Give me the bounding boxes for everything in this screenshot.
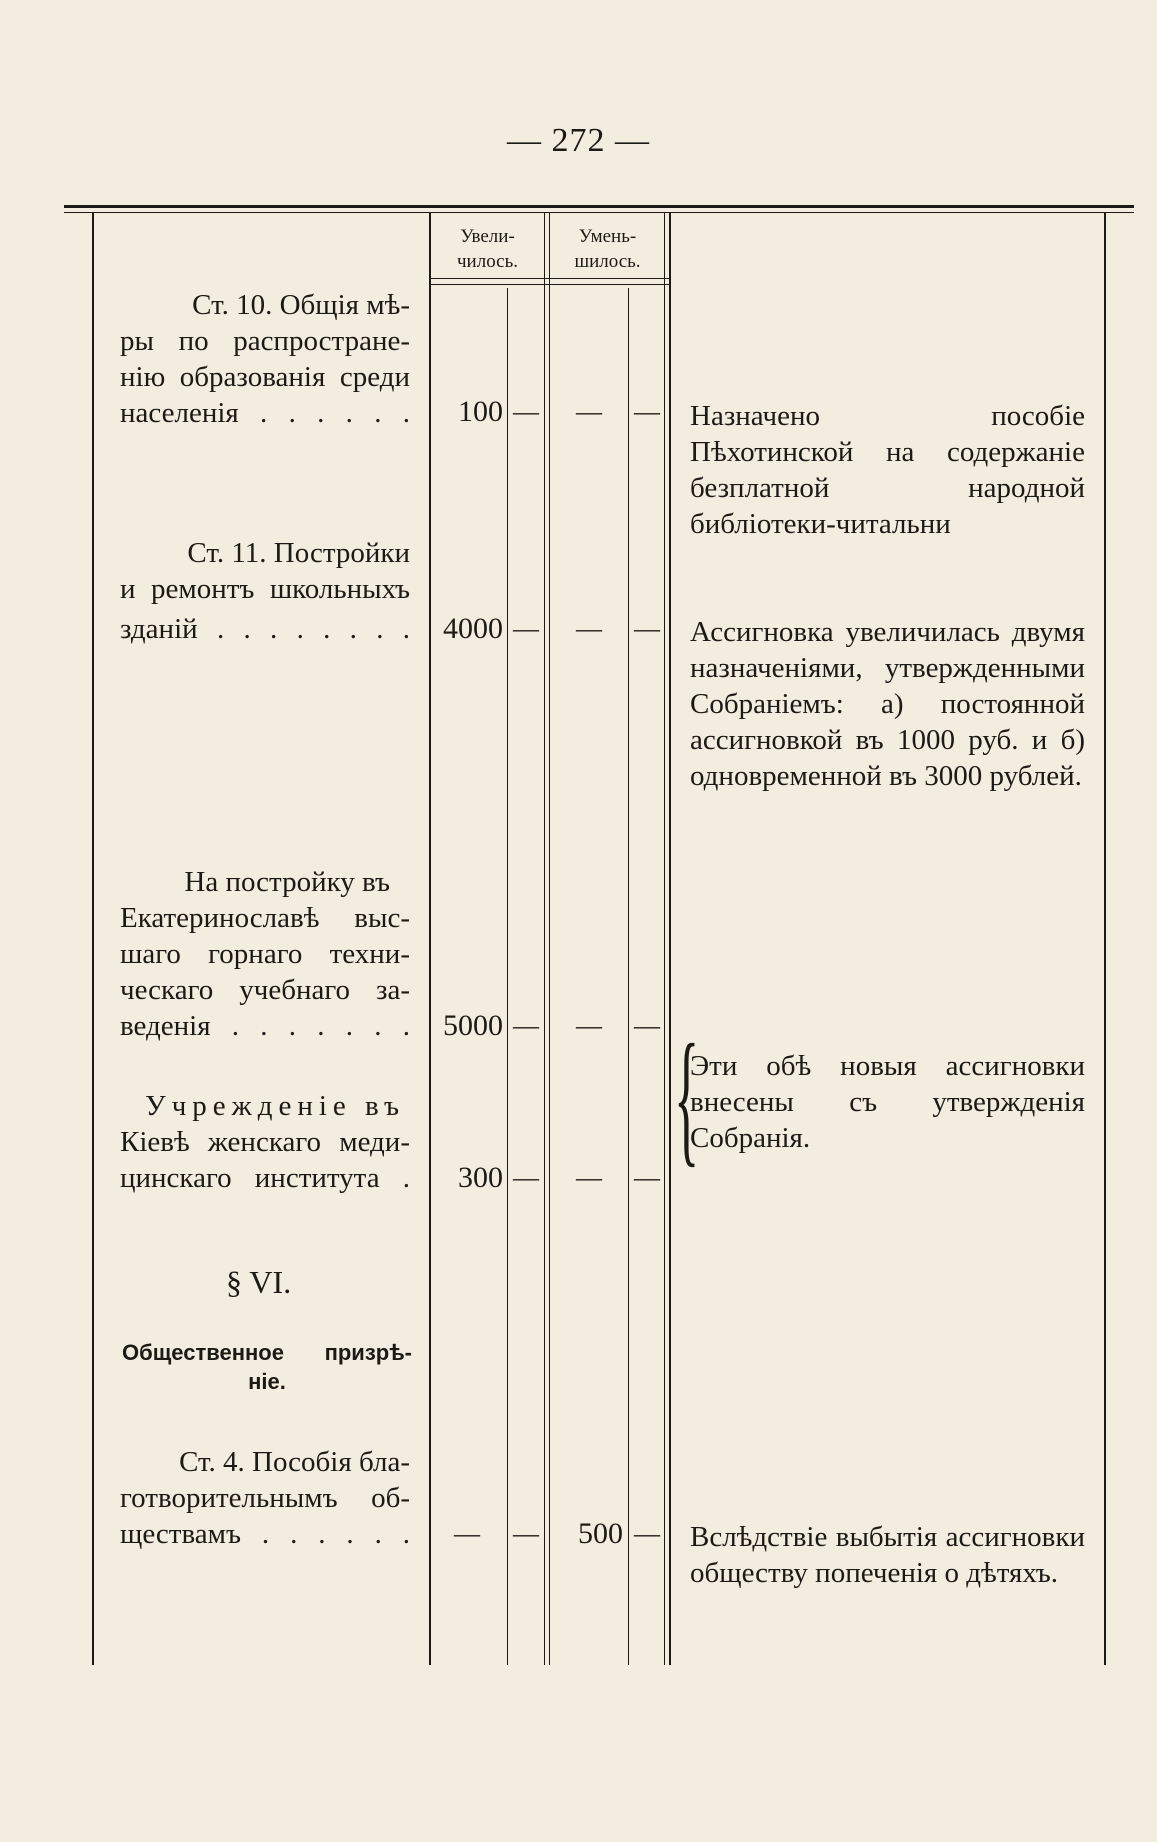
art11-line3: зданій . . . . . . . . [120,613,410,645]
table-left-border [92,213,94,1665]
header-underline-2 [429,284,671,285]
art11-line2: и ремонтъ школьныхъ [120,573,410,605]
art11-decrease-kopeck-dash: — [634,614,660,643]
art10-line4: населенія . . . . . . [120,397,410,429]
increase-col-left [429,213,431,1665]
art10-decrease-dash: — [576,397,602,426]
art10-line1: Ст. 10. Общія мѣ- [192,289,410,321]
art10-line3: нію образованія среди [120,361,410,393]
art4-increase-dash: — [454,1519,480,1548]
kiev-line1: Учрежденіе въ [145,1090,405,1122]
header-underline-1 [429,278,671,279]
column-header-decrease: Умень- шилось. [574,226,641,272]
kiev-increase-value: 300 [458,1161,503,1194]
ekat-increase-value: 5000 [443,1009,503,1042]
kiev-line3: цинскаго института . [120,1162,410,1194]
art10-note: Назначено пособіе Пѣхотинской на содержаніе безплатной народной библіотеки-читальни [690,400,1085,540]
art4-decrease-kopeck-dash: — [634,1519,660,1548]
top-rule-thick [64,205,1134,208]
art10-decrease-kopeck-dash: — [634,397,660,426]
decrease-col-right-1 [664,213,665,1665]
ekat-line4: ческаго учебнаго за- [120,974,410,1006]
ekat-line3: шаго горнаго техни- [120,938,410,970]
art11-line1: Ст. 11. Постройки [187,537,410,569]
increase-col-right-1 [544,213,545,1665]
section-title-line2: ніе. [248,1369,286,1394]
joint-note: Эти обѣ новыя ассигновки внесены съ утвержденія Собранія. [690,1050,1085,1154]
kiev-decrease-kopeck-dash: — [634,1163,660,1192]
ekat-line1: На постройку въ [184,866,390,898]
art4-line1: Ст. 4. Пособія бла- [179,1446,410,1478]
art4-decrease-value: 500 [578,1517,623,1550]
kiev-line2: Кіевѣ женскаго меди- [120,1126,410,1158]
decrease-col-right-2 [669,213,671,1665]
increase-col-right-2 [549,213,550,1665]
art4-note: Вслѣдствіе выбытія ассигновки обществу попеченія о дѣтяхъ. [690,1521,1085,1589]
art10-increase-value: 100 [458,395,503,428]
section-number: § VI. [226,1264,292,1300]
column-header-increase: Увели- чилось. [456,226,519,272]
ekat-increase-kopeck-dash: — [513,1011,539,1040]
decrease-col-kopeck [628,288,629,1665]
increase-col-kopeck [507,288,508,1665]
ekat-line2: Екатеринославѣ выс- [120,902,410,934]
page-number: — 272 — [507,122,650,159]
curly-brace-icon: { [674,1014,700,1180]
art11-note: Ассигновка увеличилась двумя назначеніями, утвержденными Собраніемъ: а) постоянной ассигновкой въ 1000 руб. и б) одновременной въ 3000 рублей. [690,616,1085,792]
kiev-increase-kopeck-dash: — [513,1163,539,1192]
kiev-decrease-dash: — [576,1163,602,1192]
art4-increase-kopeck-dash: — [513,1519,539,1548]
table-right-border [1104,213,1106,1665]
art11-increase-value: 4000 [443,612,503,645]
ekat-line5: веденія . . . . . . . [120,1010,410,1042]
ekat-decrease-kopeck-dash: — [634,1011,660,1040]
top-rule-thin [64,212,1134,213]
art4-line2: готворительнымъ об- [120,1482,410,1514]
art11-decrease-dash: — [576,614,602,643]
art10-increase-kopeck-dash: — [513,397,539,426]
art4-line3: ществамъ . . . . . . [120,1518,410,1550]
section-title-line1: Общественное призрѣ- [122,1340,412,1365]
art10-line2: ры по распростране- [120,325,410,357]
art11-increase-kopeck-dash: — [513,614,539,643]
ekat-decrease-dash: — [576,1011,602,1040]
